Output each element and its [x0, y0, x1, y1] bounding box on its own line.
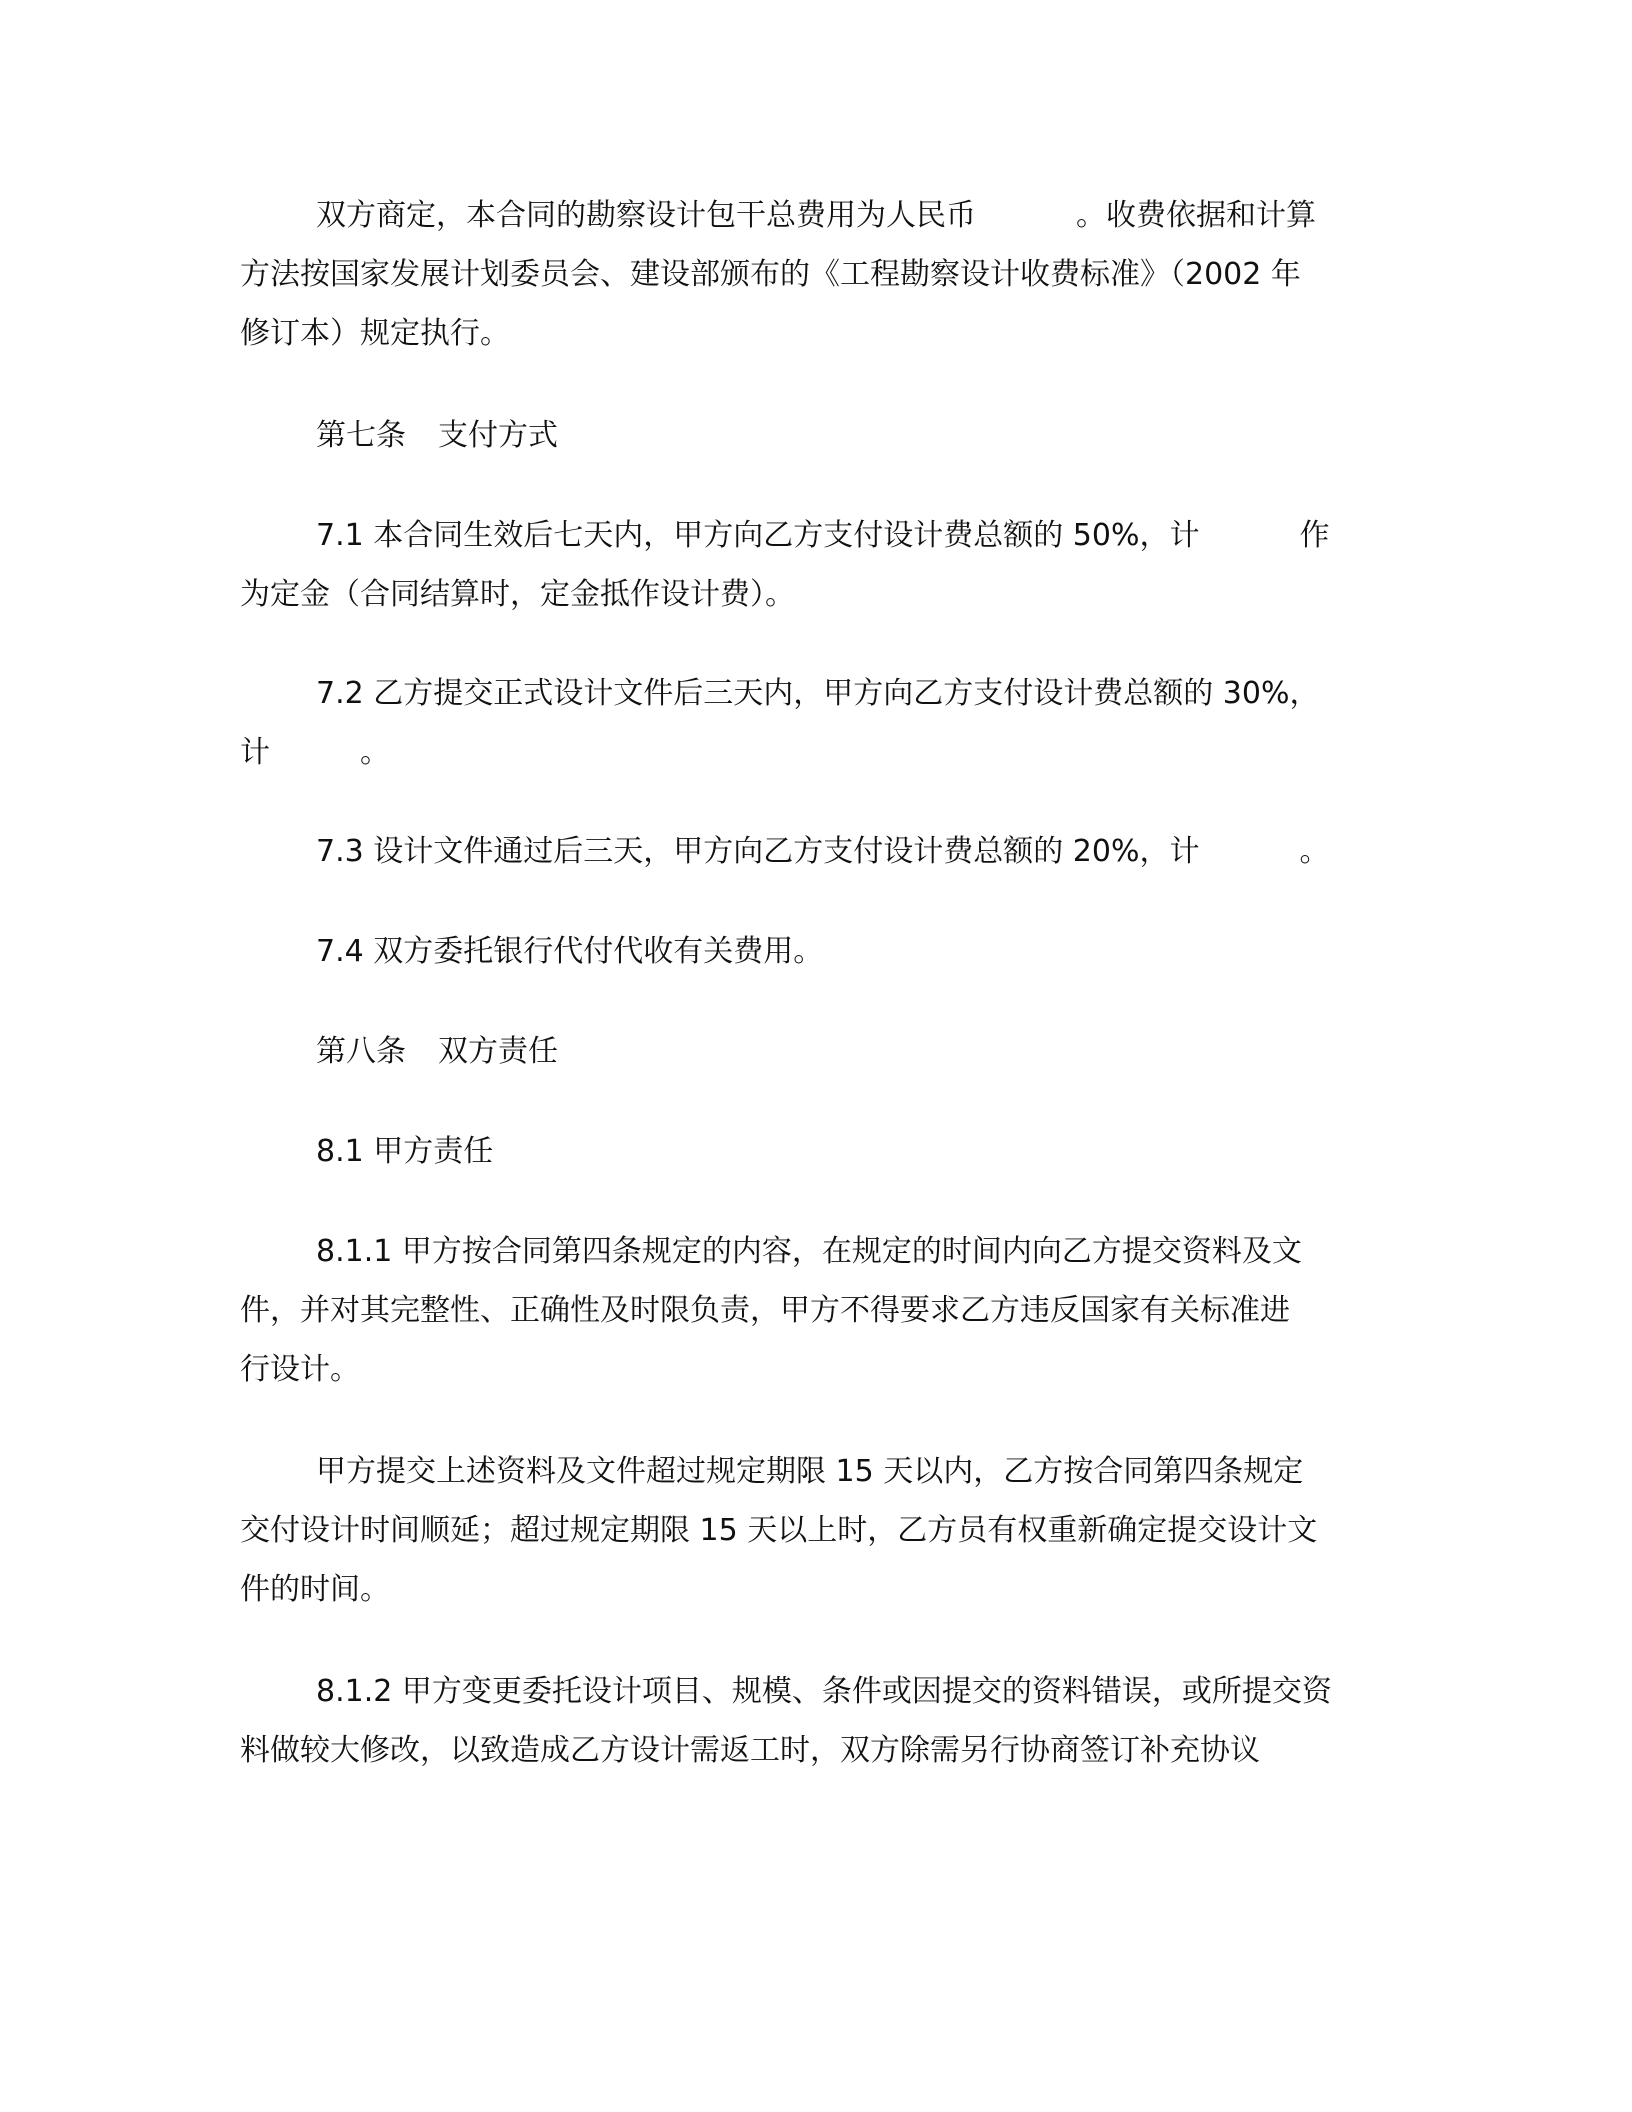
text-line: 7.2 乙方提交正式设计文件后三天内，甲方向乙方支付设计费总额的 30%，: [316, 676, 1320, 711]
text-line: 方法按国家发展计划委员会、建设部颁布的《工程勘察设计收费标准》（2002 年: [240, 257, 1301, 292]
text-line: 甲方提交上述资料及文件超过规定期限 15 天以内，乙方按合同第四条规定: [316, 1454, 1304, 1489]
text: 7.3 设计文件通过后三天，甲方向乙方支付设计费总额的 20%，计: [316, 834, 1200, 869]
text: 双方商定，本合同的勘察设计包干总费用为人民币: [316, 198, 976, 233]
text: 7.1 本合同生效后七天内，甲方向乙方支付设计费总额的 50%，计: [316, 518, 1200, 553]
clause-7-3: [240, 822, 1390, 881]
text-line: 行设计。: [240, 1352, 360, 1387]
text: 。: [1299, 834, 1330, 869]
text-line: 料做较大修改，以致造成乙方设计需返工时，双方除需另行协商签订补充协议: [240, 1733, 1260, 1768]
text: 作: [1299, 518, 1330, 553]
text-line: 8.1 甲方责任: [316, 1134, 494, 1169]
text-line: 为定金（合同结算时，定金抵作设计费）。: [240, 577, 795, 612]
text-line: 修订本）规定执行。: [240, 316, 510, 351]
clause-8-1-2: [240, 1662, 1390, 1780]
text: 计: [240, 735, 270, 770]
clause-8-1-1-continued: [240, 1442, 1390, 1619]
text-line: 件的时间。: [240, 1572, 390, 1607]
clause-7-2: [240, 664, 1390, 782]
heading-article-7: [240, 406, 1390, 465]
paragraph-fee-total: [240, 186, 1390, 363]
text-line: 件，并对其完整性、正确性及时限负责，甲方不得要求乙方违反国家有关标准进: [240, 1293, 1290, 1328]
text: 。: [360, 735, 390, 770]
heading-article-8: [240, 1022, 1390, 1081]
article-title: 支付方式: [438, 418, 558, 453]
text-line: 交付设计时间顺延；超过规定期限 15 天以上时，乙方员有权重新确定提交设计文: [240, 1513, 1318, 1548]
clause-8-1-1: [240, 1222, 1390, 1399]
article-title: 双方责任: [438, 1034, 558, 1069]
clause-8-1: [240, 1122, 1390, 1181]
text-line: 8.1.1 甲方按合同第四条规定的内容，在规定的时间内向乙方提交资料及文: [316, 1234, 1302, 1269]
text: 。收费依据和计算: [1076, 198, 1316, 233]
text-line: 7.4 双方委托银行代付代收有关费用。: [316, 934, 824, 969]
article-number: 第七条: [316, 418, 406, 453]
text-line: 8.1.2 甲方变更委托设计项目、规模、条件或因提交的资料错误，或所提交资: [316, 1674, 1332, 1709]
article-number: 第八条: [316, 1034, 406, 1069]
clause-7-4: [240, 922, 1390, 981]
clause-7-1: [240, 506, 1390, 624]
